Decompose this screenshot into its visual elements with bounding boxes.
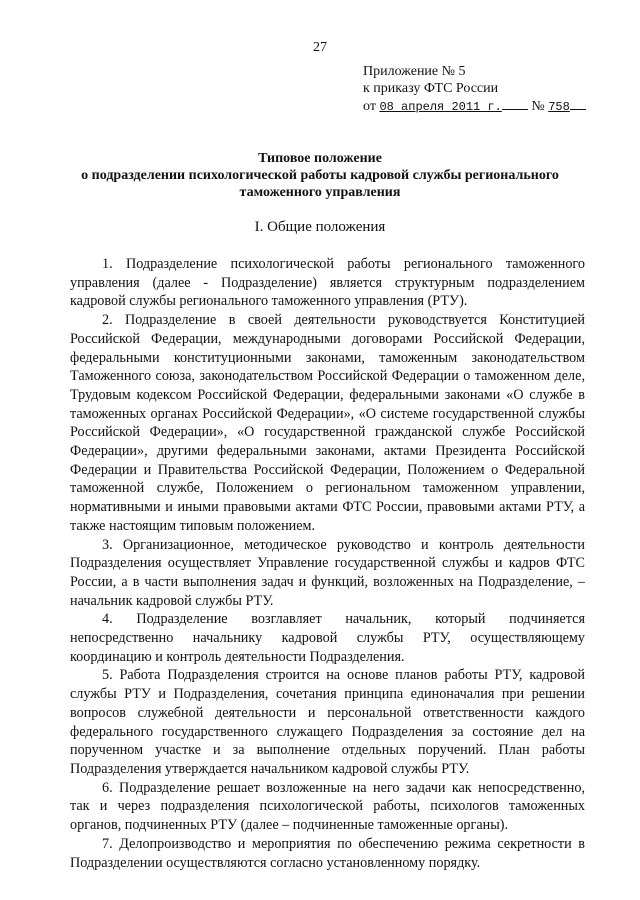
appendix-block bbox=[363, 63, 586, 116]
paragraph-5: 5. Работа Подразделения строится на основе планов работы РТУ, кадровой службы РТУ и Подразделения, сочетания принципа единоначалия при решении вопросов служебной деятельности и персональной ответственности каждого федерального государственного служащего Подразделения за состояние дел на порученном участке и за выполнение отдельных поручений. План работы Подразделения утверждается начальником кадровой службы РТУ. bbox=[70, 667, 585, 777]
paragraph-6: 6. Подразделение решает возложенные на него задачи как непосредственно, так и через подразделения психологической работы, психологов таможенных органов, подчиненных РТУ (далее – подчиненные таможенные органы). bbox=[70, 779, 585, 834]
paragraph-2: 2. Подразделение в своей деятельности руководствуется Конституцией Российской Федерации, международными договорами Российской Федерации, федеральными конституционными законами, таможенным законодательством Таможенного союза, законодательством Российской Федерации о таможенном деле, Трудовым кодексом Российской Федерации, федеральными законами «О службе в таможенных органах Российской Федерации», «О системе государственной службы Российской Федерации», «О государственной гражданской службе Российской Федерации», другими федеральными законами, актами Президента Российской Федерации и Правительства Российской Федерации, Положением о Федеральной таможенной службе, Положением о региональном таможенном управлении, нормативными и иными правовыми актами ФТС России, правовыми актами РТУ, а также настоящим типовым положением. bbox=[70, 312, 585, 534]
section-heading: I. Общие положения bbox=[254, 219, 386, 235]
date-underline-blank bbox=[502, 97, 528, 110]
order-number-label: № bbox=[531, 99, 545, 114]
number-underline-blank bbox=[570, 97, 586, 110]
order-date: 08 апреля 2011 г. bbox=[379, 100, 502, 114]
page-number: 27 bbox=[313, 40, 327, 55]
document-title bbox=[60, 150, 580, 201]
paragraph-4: 4. Подразделение возглавляет начальник, который подчиняется непосредственно начальнику кадровой службы РТУ, осуществляющему координацию и контроль деятельности Подразделения. bbox=[70, 611, 585, 665]
title-line-3: таможенного управления bbox=[239, 185, 401, 200]
paragraph-3: 3. Организационное, методическое руководство и контроль деятельности Подразделения осуществляет Управление государственной службы и кадров ФТС России, а в части выполнения задач и функций, возложенных на Подразделение, – начальник кадровой службы РТУ. bbox=[70, 536, 585, 609]
paragraph-7: 7. Делопроизводство и мероприятия по обеспечению режима секретности в Подразделении осуществляются согласно установленному порядку. bbox=[70, 835, 585, 871]
title-line-1: Типовое положение bbox=[258, 151, 382, 166]
title-line-2: о подразделении психологической работы кадровой службы регионального bbox=[81, 168, 559, 183]
body-text bbox=[70, 255, 585, 872]
appendix-line-1: Приложение № 5 bbox=[363, 64, 466, 79]
order-number: 758 bbox=[548, 100, 570, 114]
appendix-line-2: к приказу ФТС России bbox=[363, 81, 499, 96]
appendix-order-line bbox=[363, 97, 586, 116]
order-from-label: от bbox=[363, 99, 376, 114]
paragraph-1: 1. Подразделение психологической работы регионального таможенного управления (далее - Подразделение) является структурным подразделением кадровой службы регионального таможенного управления (РТУ). bbox=[70, 256, 585, 310]
